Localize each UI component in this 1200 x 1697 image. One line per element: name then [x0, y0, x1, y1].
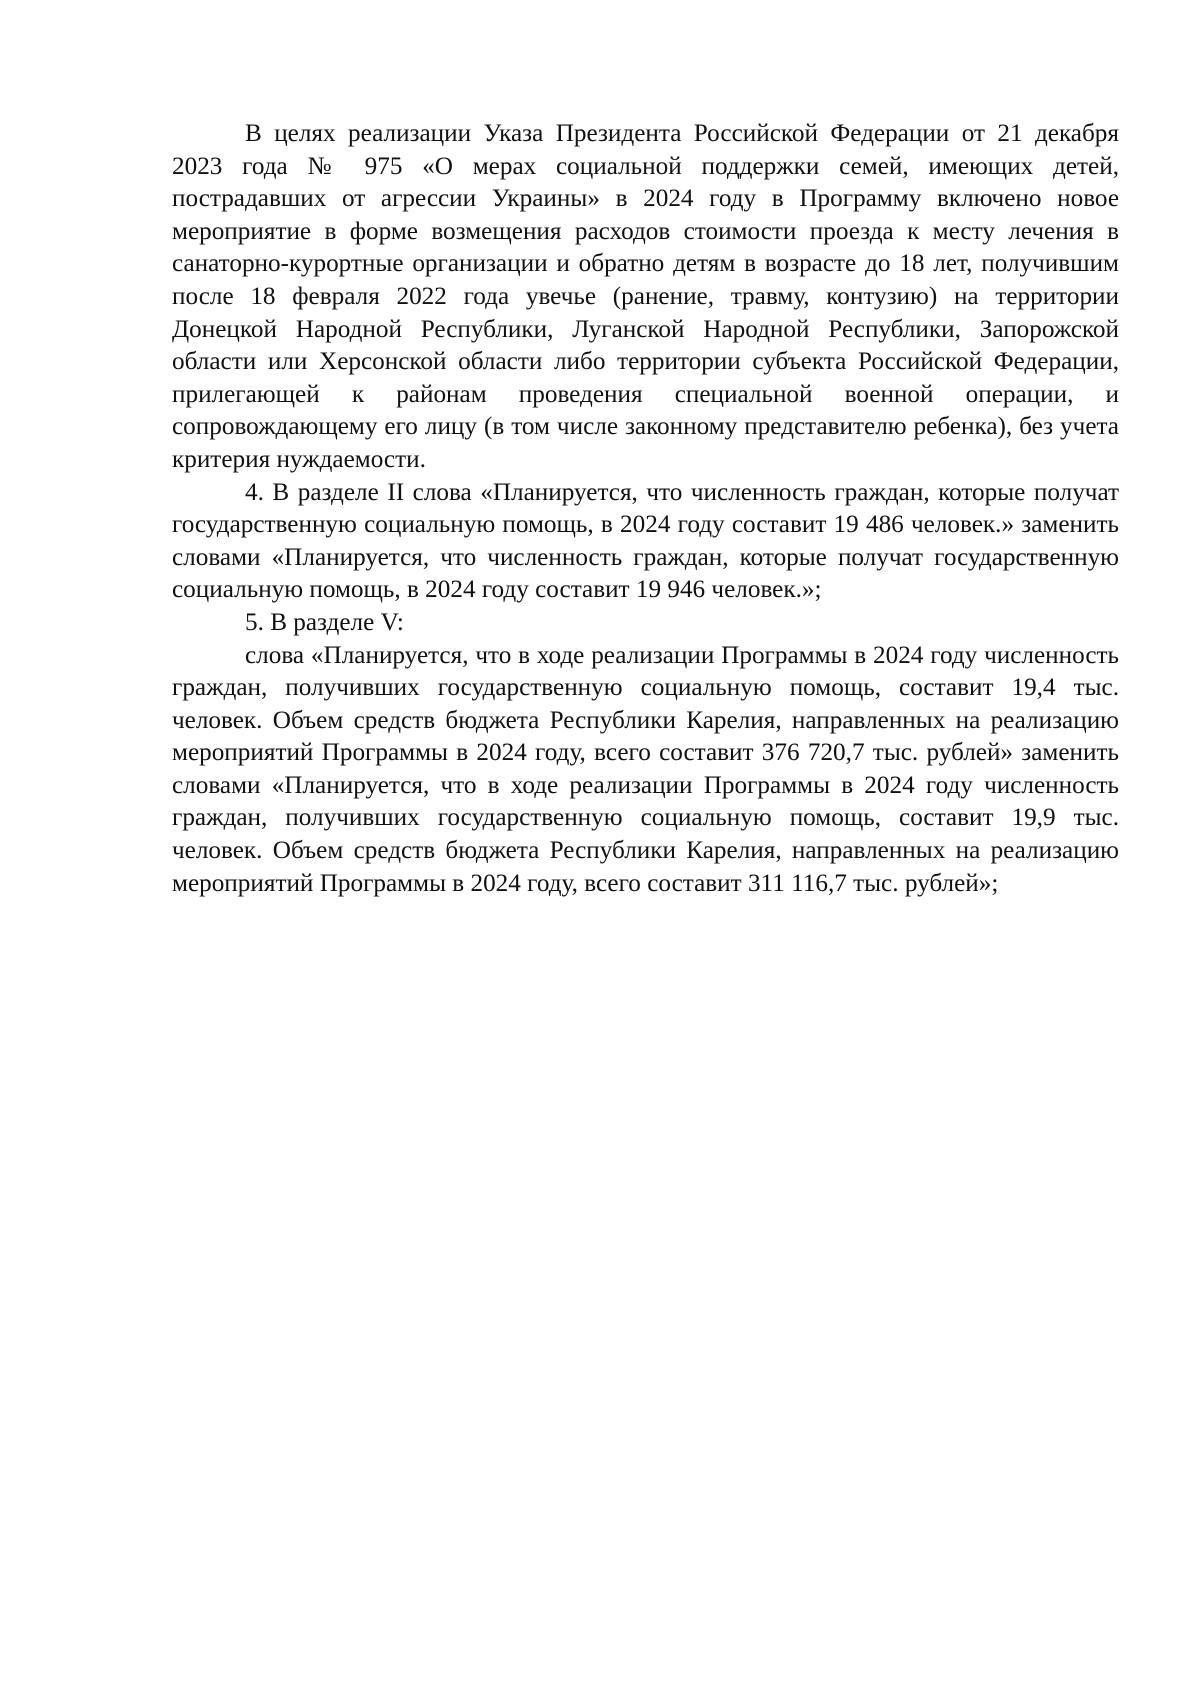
paragraph-section-v-heading: 5. В разделе V: — [245, 608, 404, 636]
paragraph-section-v-amendment: слова «Планируется, что в ходе реализации Программы в 2024 году численность граждан, получивших государственную социальную помощь, составит 19,4 тыс. человек. Объем средств бюджета Республики Карелия, направленных на реализацию мероприятий Программы в 2024 году, всего составит 376 720,7 тыс. рублей» заменить словами «Планируется, что в ходе реализации Программы в 2024 году численность граждан, получивших государственную социальную помощь, составит 19,9 тыс. человек. Объем средств бюджета Республики Карелия, направленных на реализацию мероприятий Программы в 2024 году, всего составит 311 116,7 тыс. рублей»; — [172, 641, 1119, 897]
document-body — [172, 118, 1119, 900]
paragraph-section-ii-amendment: 4. В разделе II слова «Планируется, что численность граждан, которые получат государственную социальную помощь, в 2024 году составит 19 486 человек.» заменить словами «Планируется, что численность граждан, которые получат государственную социальную помощь, в 2024 году составит 19 946 человек.»; — [172, 478, 1119, 604]
paragraph-decree-measure: В целях реализации Указа Президента Российской Федерации от 21 декабря 2023 года № 975 «О мерах социальной поддержки семей, имеющих детей, пострадавших от агрессии Украины» в 2024 году в Программу включено новое мероприятие в форме возмещения расходов стоимости проезда к месту лечения в санаторно-курортные организации и обратно детям в возрасте до 18 лет, получившим после 18 февраля 2022 года увечье (ранение, травму, контузию) на территории Донецкой Народной Республики, Луганской Народной Республики, Запорожской области или Херсонской области либо территории субъекта Российской Федерации, прилегающей к районам проведения специальной военной операции, и сопровождающему его лицу (в том числе законному представителю ребенка), без учета критерия нуждаемости. — [172, 120, 1119, 473]
